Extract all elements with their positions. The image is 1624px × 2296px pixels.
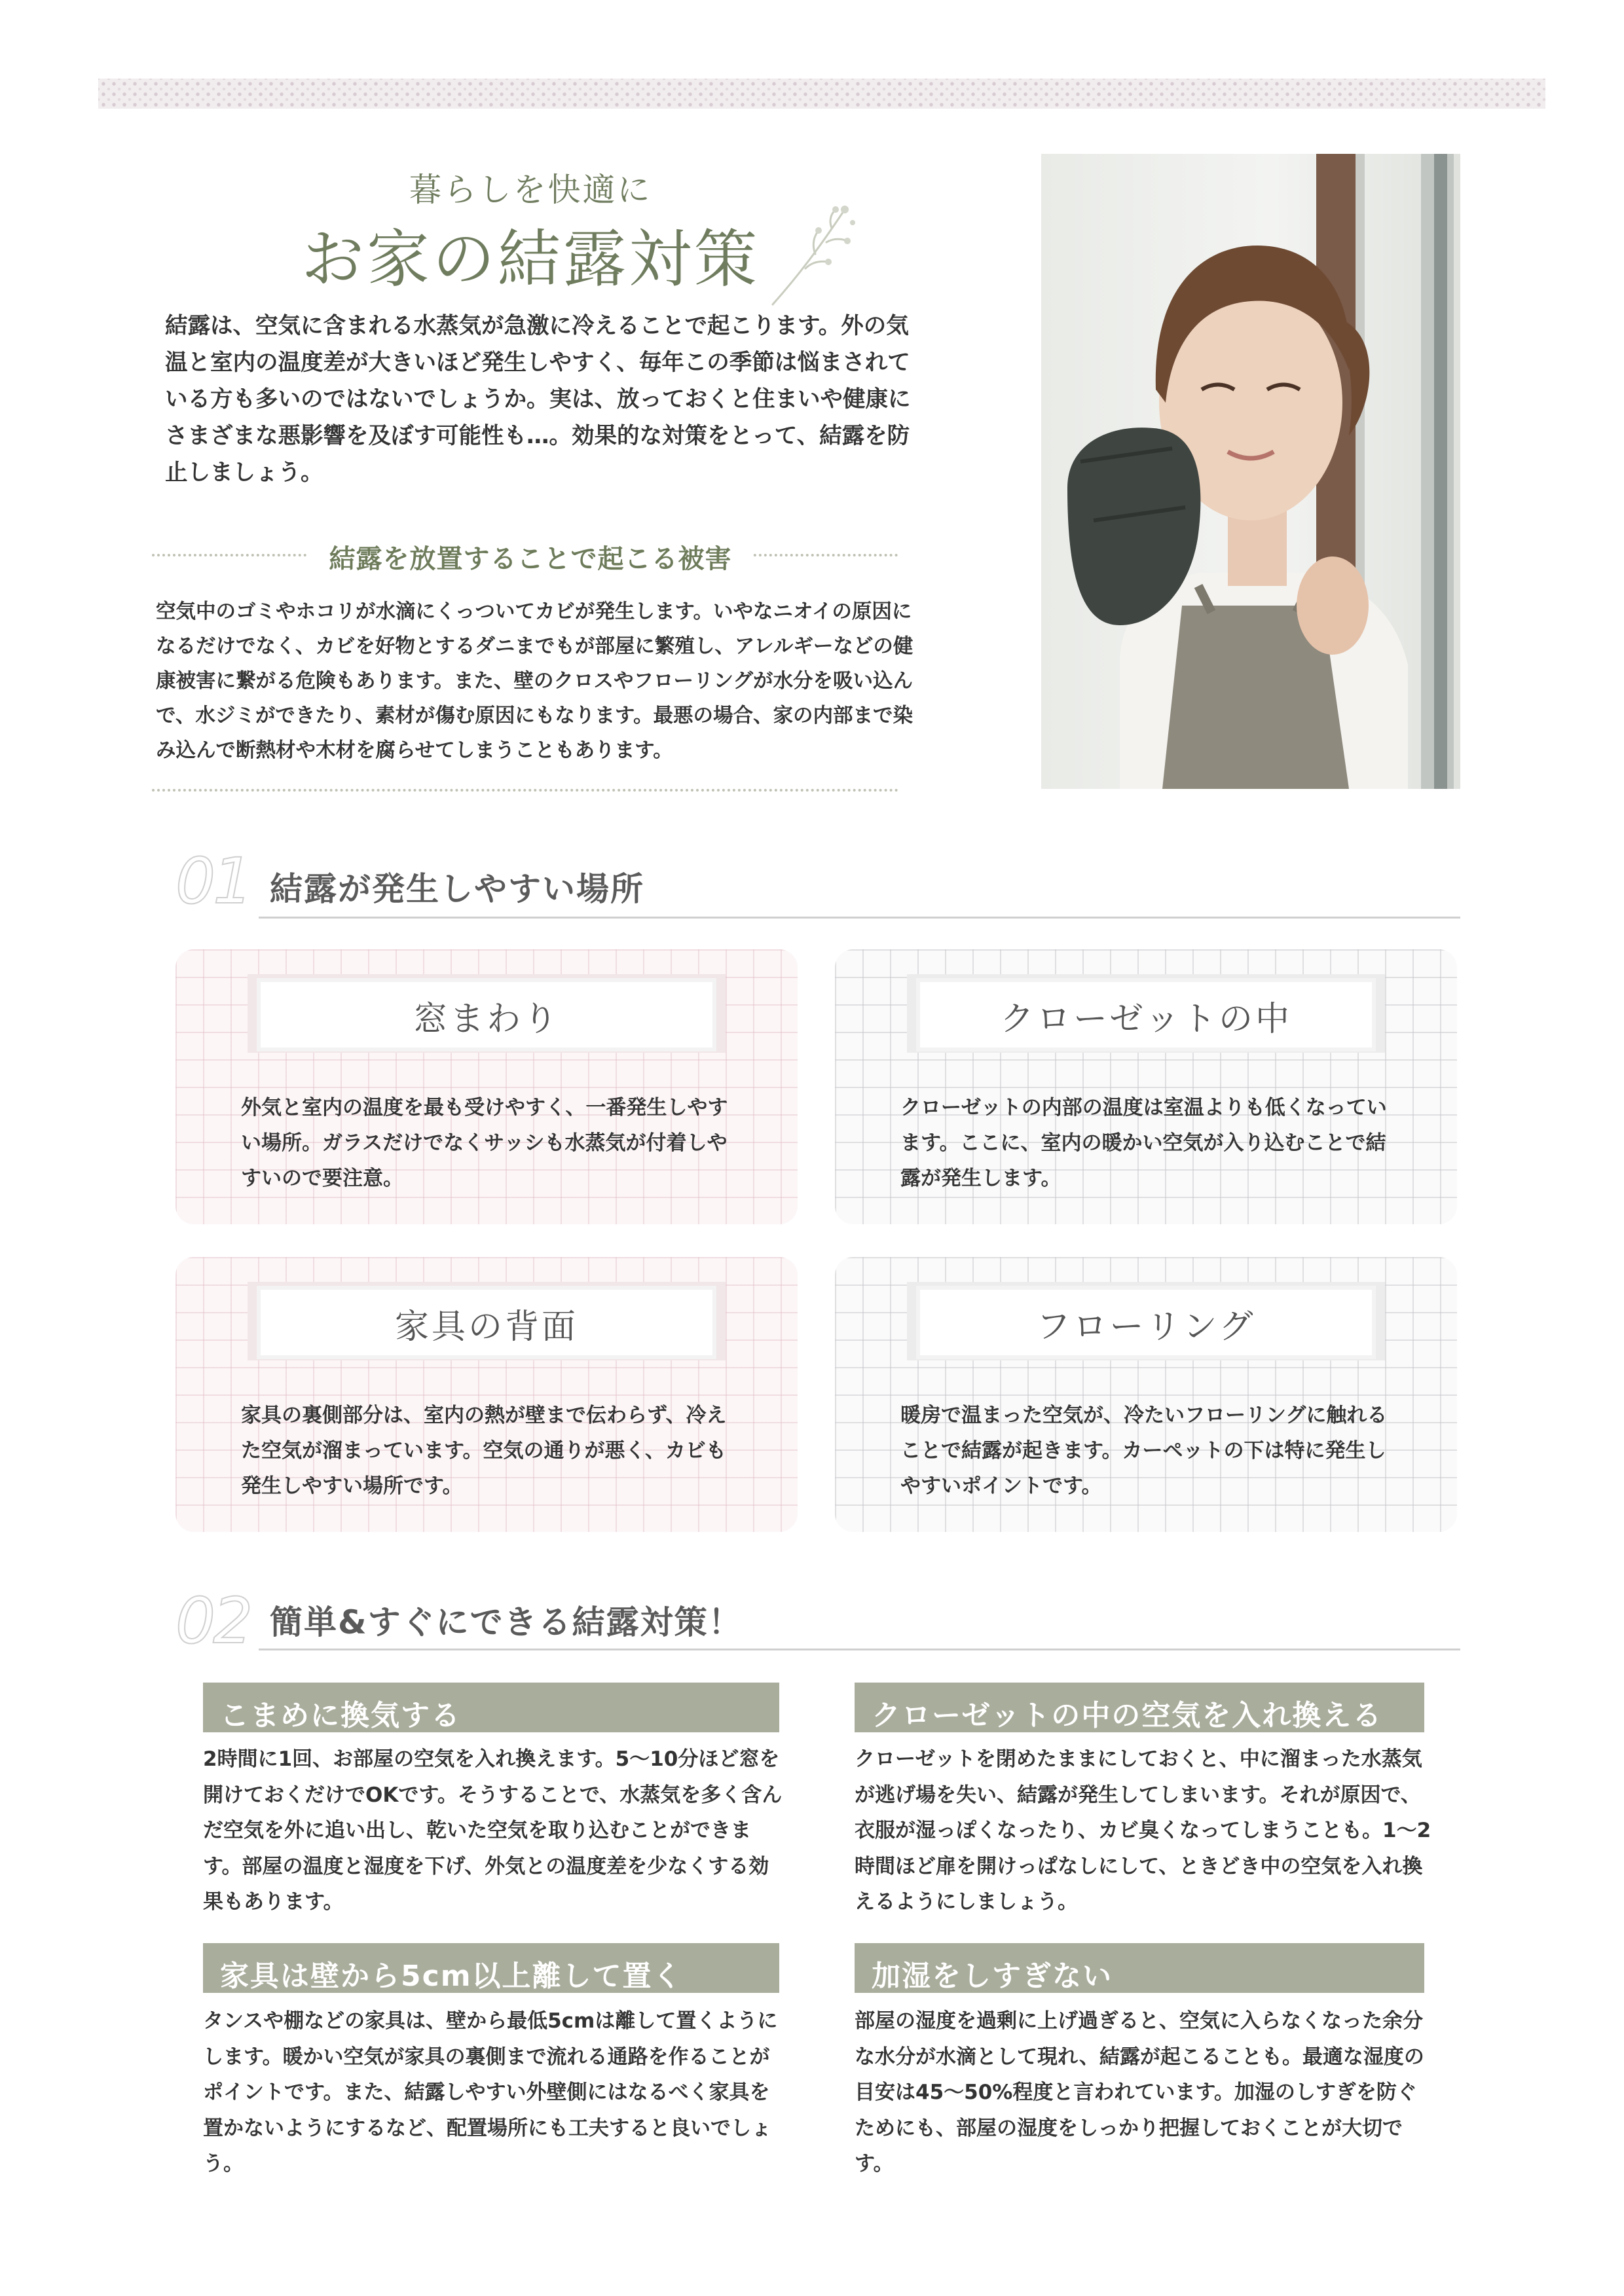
section-01-title: 結露が発生しやすい場所 [270, 870, 644, 908]
card-text: 外気と室内の温度を最も受けやすく、一番発生しやすい場所。ガラスだけでなくサッシも水蒸気が付着しやすいので要注意。 [241, 1096, 728, 1190]
woman-cleaning-window-photo [1041, 154, 1460, 789]
tip-bar-ventilate [203, 1683, 779, 1732]
sprig-icon [766, 196, 858, 308]
page-subtitle: 暮らしを快適に [409, 171, 652, 209]
top-decorative-band [98, 79, 1545, 109]
section-02-rule [259, 1649, 1460, 1650]
damage-paragraph: 空気中のゴミやホコリが水滴にくっついてカビが発生します。いやなニオイの原因になるだけでなく、カビを好物とするダニまでもが部屋に繁殖し、アレルギーなどの健康被害に繋がる危険もあります。また、壁のクロスやフローリングが水分を吸い込んで、水ジミができたり、素材が傷む原因にもなります。最悪の場合、家の内部まで染み込んで断熱材や木材を腐らせてしまうこともあります。 [156, 600, 913, 762]
location-card-closet [835, 949, 1457, 1224]
location-card-furniture-back [175, 1257, 798, 1532]
tip-title: 家具は壁から5cm以上離して置く [220, 1959, 683, 1993]
section-01-rule [259, 917, 1460, 919]
damage-heading: 結露を放置することで起こる被害 [308, 538, 753, 575]
location-card-flooring [835, 1257, 1457, 1532]
card-title: 家具の背面 [394, 1307, 578, 1347]
location-card-window [175, 949, 798, 1224]
tip-title: こまめに換気する [220, 1699, 461, 1732]
tip-text-humidity: 部屋の湿度を過剰に上げ過ぎると、空気に入らなくなった余分な水分が水滴として現れ、結露が起こることも。最適な湿度の目安は45〜50%程度と言われています。加湿のしすぎを防ぐためにも、部屋の湿度をしっかり把握しておくことが大切です。 [855, 2009, 1424, 2176]
photo-illustration [1041, 154, 1460, 789]
card-text: 暖房で温まった空気が、冷たいフローリングに触れることで結露が起きます。カーペットの下は特に発生しやすいポイントです。 [900, 1404, 1388, 1498]
card-title: 窓まわり [413, 1000, 560, 1039]
tip-text-ventilate: 2時間に1回、お部屋の空気を入れ換えます。5〜10分ほど窓を開けておくだけでOKです。そうすることで、水蒸気を多く含んだ空気を外に追い出し、乾いた空気を取り込むことができます。部屋の温度と湿度を下げ、外気との温度差を少なくする効果もあります。 [203, 1747, 783, 1914]
tip-bar-furniture-distance [203, 1943, 779, 1993]
card-title: クローゼットの中 [1000, 1000, 1292, 1039]
intro-paragraph: 結露は、空気に含まれる水蒸気が急激に冷えることで起こります。外の気温と室内の温度差が大きいほど発生しやすく、毎年この季節は悩まされている方も多いのではないでしょうか。実は、放っておくと住まいや健康にさまざまな悪影響を及ぼす可能性も…。効果的な対策をとって、結露を防止しましょう。 [165, 313, 911, 486]
section-02-number: 02 [175, 1584, 251, 1658]
tip-title: クローゼットの中の空気を入れ換える [872, 1699, 1383, 1732]
tip-text-closet-air: クローゼットを閉めたままにしておくと、中に溜まった水蒸気が逃げ場を失い、結露が発生してしまいます。それが原因で、衣服が湿っぽくなったり、カビ臭くなってしまうことも。1〜2時間ほど扉を開けっぱなしにして、ときどき中の空気を入れ換えるようにしましょう。 [855, 1747, 1431, 1914]
tip-bar-closet-air [855, 1683, 1424, 1732]
tip-title: 加湿をしすぎない [872, 1959, 1113, 1993]
card-text: クローゼットの内部の温度は室温よりも低くなっています。ここに、室内の暖かい空気が入り込むことで結露が発生します。 [900, 1096, 1387, 1190]
card-title: フローリング [1036, 1307, 1256, 1347]
section-01-number: 01 [175, 845, 251, 918]
tip-bar-humidity [855, 1943, 1424, 1993]
damage-bottom-dotline [152, 789, 898, 792]
card-text: 家具の裏側部分は、室内の熱が壁まで伝わらず、冷えた空気が溜まっています。空気の通りが悪く、カビも発生しやすい場所です。 [241, 1404, 727, 1498]
tip-text-furniture-distance: タンスや棚などの家具は、壁から最低5cmは離して置くようにします。暖かい空気が家具の裏側まで流れる通路を作ることがポイントです。また、結露しやすい外壁側にはなるべく家具を置かないようにするなど、配置場所にも工夫すると良いでしょう。 [203, 2009, 778, 2176]
page-title: お家の結露対策 [301, 223, 760, 296]
section-02-title: 簡単&すぐにできる結露対策！ [270, 1603, 743, 1641]
